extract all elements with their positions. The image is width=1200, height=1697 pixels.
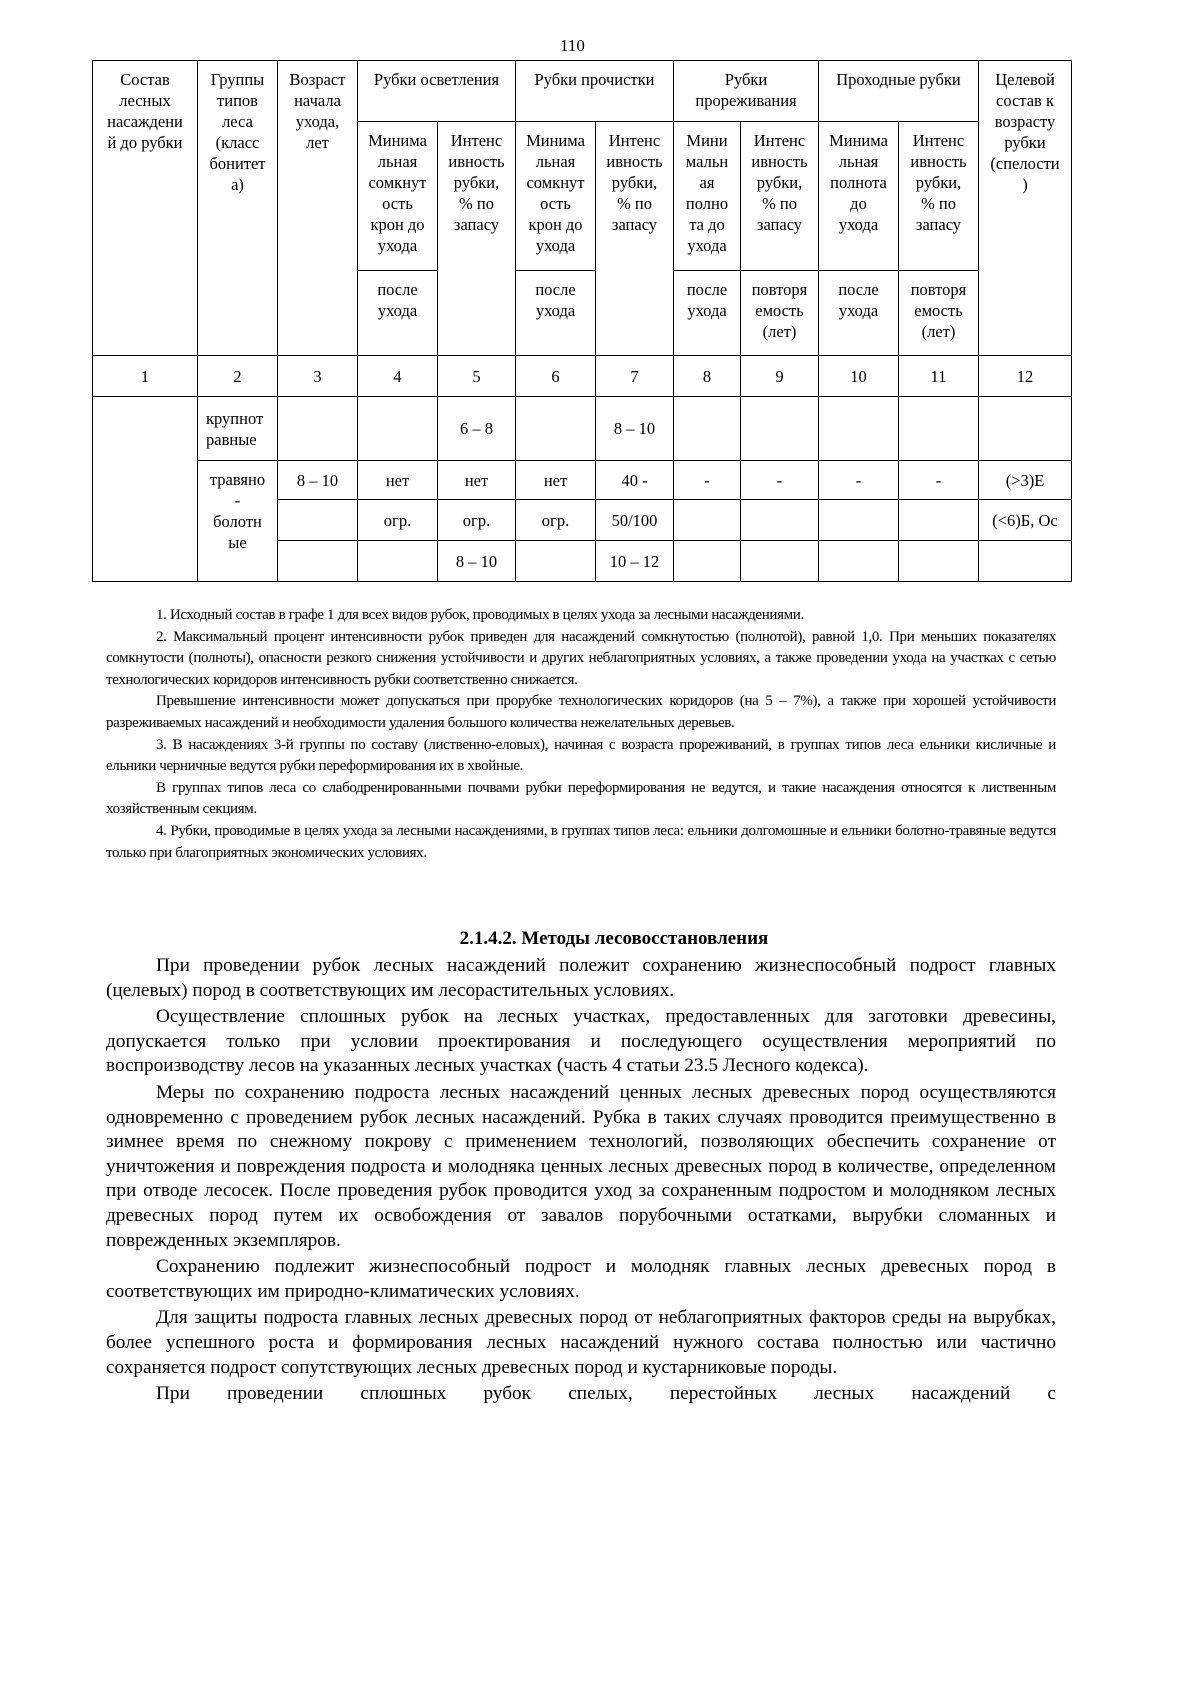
column-number: 10 (819, 356, 899, 397)
body-paragraph: Сохранению подлежит жизнеспособный подрост и молодняк главных лесных древесных пород в соответствующих им природно-климатических условиях. (106, 1256, 1056, 1302)
body-paragraph: Для защиты подроста главных лесных древесных пород от неблагоприятных факторов среды на вырубках, более успешного роста и формирования лесных насаждений нужного состава полностью или частично сохраняется подрост сопутствующих лесных древесных пород и кустарниковые породы. (106, 1307, 1056, 1378)
header-after-care: после ухода (358, 271, 438, 356)
table-cell (819, 397, 899, 461)
table-row (93, 461, 1072, 500)
table-cell: огр. (438, 500, 516, 541)
header-after-care: после ухода (674, 271, 741, 356)
table-cell (516, 397, 596, 461)
table-cell (741, 541, 819, 582)
body-text (106, 954, 1056, 1409)
table-cell (819, 500, 899, 541)
table-cell (358, 397, 438, 461)
note-paragraph: 1. Исходный состав в графе 1 для всех видов рубок, проводимых в целях ухода за лесными насаждениями. (156, 607, 804, 623)
body-paragraph: При проведении рубок лесных насаждений полежит сохранению жизнеспособный подрост главных (целевых) пород в соответствующих им лесорастительных условиях. (106, 955, 1056, 1001)
table-cell: 40 - (596, 461, 674, 500)
table-cell: 8 – 10 (438, 541, 516, 582)
table-cell (516, 541, 596, 582)
header-after-care: после ухода (516, 271, 596, 356)
table-cell (899, 500, 979, 541)
table-cell: - (819, 461, 899, 500)
table-cell: огр. (358, 500, 438, 541)
header-intensity: Интенс ивность рубки, % по запасу (741, 122, 819, 271)
page-number: 110 (560, 36, 585, 55)
body-paragraph: При проведении сплошных рубок спелых, перестойных лесных насаждений с (156, 1383, 1056, 1405)
table-row (93, 397, 1072, 461)
note-paragraph: В группах типов леса со слабодренированными почвами рубки переформирования не ведутся, и такие насаждения относятся к лиственным хозяйственным секциям. (106, 779, 1056, 818)
header-min-closure-before: Минима льная сомкнут ость крон до ухода (516, 122, 596, 271)
table-cell (674, 397, 741, 461)
forest-type-group: крупнот равные (198, 397, 278, 461)
note-paragraph: 4. Рубки, проводимые в целях ухода за лесными насаждениями, в группах типов леса: ельники долгомошные и ельники болотно-травяные ведутся только при благоприятных экономических условиях. (106, 822, 1056, 861)
header-min-density-before: Мини мальн ая полно та до ухода (674, 122, 741, 271)
header-target-composition: Целевой состав к возрасту рубки (спелости ) (979, 61, 1072, 356)
header-repeat-interval: повторя емость (лет) (741, 271, 819, 356)
header-intensity: Интенс ивность рубки, % по запасу (596, 122, 674, 356)
table-cell (979, 397, 1072, 461)
column-number: 11 (899, 356, 979, 397)
table-cell: нет (516, 461, 596, 500)
header-start-age: Возраст начала ухода, лет (278, 61, 358, 356)
table-cell (674, 500, 741, 541)
table-cell: 6 – 8 (438, 397, 516, 461)
table-cell: 10 – 12 (596, 541, 674, 582)
table-cell (674, 541, 741, 582)
header-passage-cuts: Проходные рубки (819, 61, 979, 122)
header-intensity: Интенс ивность рубки, % по запасу (438, 122, 516, 356)
table-cell (358, 541, 438, 582)
column-number: 8 (674, 356, 741, 397)
note-paragraph: 3. В насаждениях 3-й группы по составу (лиственно-еловых), начиная с возраста прореживаний, в группах типов леса ельники кисличные и ельники черничные ведутся рубки переформирования их в хвойные. (106, 736, 1056, 775)
column-number: 12 (979, 356, 1072, 397)
header-repeat-interval: повторя емость (лет) (899, 271, 979, 356)
column-number: 7 (596, 356, 674, 397)
column-number: 4 (358, 356, 438, 397)
table-cell: (>3)Е (979, 461, 1072, 500)
table-cell (899, 541, 979, 582)
table-cell (278, 397, 358, 461)
table-cell: (<6)Б, Ос (979, 500, 1072, 541)
table-cell (278, 500, 358, 541)
table-cell: 8 – 10 (278, 461, 358, 500)
header-composition: Состав лесных насаждени й до рубки (93, 61, 198, 356)
note-paragraph: Превышение интенсивности может допускаться при прорубке технологических коридоров (на 5 – 7%), а также при хорошей устойчивости разреживаемых насаждений и необходимости удаления большого количества нежелательных деревьев. (106, 693, 1056, 731)
table-cell: 50/100 (596, 500, 674, 541)
table-cell (278, 541, 358, 582)
table-cell (741, 397, 819, 461)
header-min-closure-before: Минима льная сомкнут ость крон до ухода (358, 122, 438, 271)
forest-type-group: травяно - болотн ые (198, 461, 278, 582)
column-numbers-row (93, 356, 1072, 397)
column-number: 6 (516, 356, 596, 397)
forest-care-table (92, 60, 1072, 582)
table-cell (979, 541, 1072, 582)
header-min-density-before: Минима льная полнота до ухода (819, 122, 899, 271)
header-forest-type-groups: Группы типов леса (класс бонитет а) (198, 61, 278, 356)
section-heading: 2.1.4.2. Методы лесовосстановления (459, 928, 769, 949)
table-cell: нет (358, 461, 438, 500)
table-cell: нет (438, 461, 516, 500)
header-cleaning-cuts: Рубки прочистки (516, 61, 674, 122)
body-paragraph: Осуществление сплошных рубок на лесных участках, предоставленных для заготовки древесины, допускается только при условии проектирования и последующего осуществления мероприятий по воспроизводству лесов на указанных лесных участках (часть 4 статьи 23.5 Лесного кодекса). (106, 1006, 1056, 1077)
table-cell (899, 397, 979, 461)
table-cell: - (674, 461, 741, 500)
table-cell: огр. (516, 500, 596, 541)
note-paragraph: 2. Максимальный процент интенсивности рубок приведен для насаждений сомкнутостью (полнотой), равной 1,0. При меньших показателях сомкнутости (полноты), опасности резкого снижения устойчивости и других неблагоприятных условиях, а также проведении ухода на участках с сетью технологических коридоров интенсивность рубки соответственно снижается. (106, 628, 1056, 688)
table-cell: 8 – 10 (596, 397, 674, 461)
column-number: 5 (438, 356, 516, 397)
table-cell (819, 541, 899, 582)
column-number: 1 (93, 356, 198, 397)
header-after-care: после ухода (819, 271, 899, 356)
column-number: 9 (741, 356, 819, 397)
table-notes (106, 605, 1056, 864)
header-clearing-cuts: Рубки осветления (358, 61, 516, 122)
body-paragraph: Меры по сохранению подроста лесных насаждений ценных лесных древесных пород осуществляются одновременно с проведением рубок лесных насаждений. Рубка в таких случаях проводится преимущественно в зимнее время по снежному покрову с применением технологий, позволяющих обеспечить сохранение от уничтожения и повреждения подроста и молодняка ценных лесных древесных пород в количестве, определенном при отводе лесосек. После проведения рубок проводится уход за сохраненным подростом и молодняком лесных древесных пород путем их освобождения от завалов порубочными остатками, вырубки сломанных и поврежденных экземпляров. (106, 1081, 1056, 1251)
table-cell: - (741, 461, 819, 500)
composition-cell (93, 397, 198, 582)
table-cell (741, 500, 819, 541)
header-intensity: Интенс ивность рубки, % по запасу (899, 122, 979, 271)
column-number: 3 (278, 356, 358, 397)
table-cell: - (899, 461, 979, 500)
column-number: 2 (198, 356, 278, 397)
header-thinning-cuts: Рубки прореживания (674, 61, 819, 122)
